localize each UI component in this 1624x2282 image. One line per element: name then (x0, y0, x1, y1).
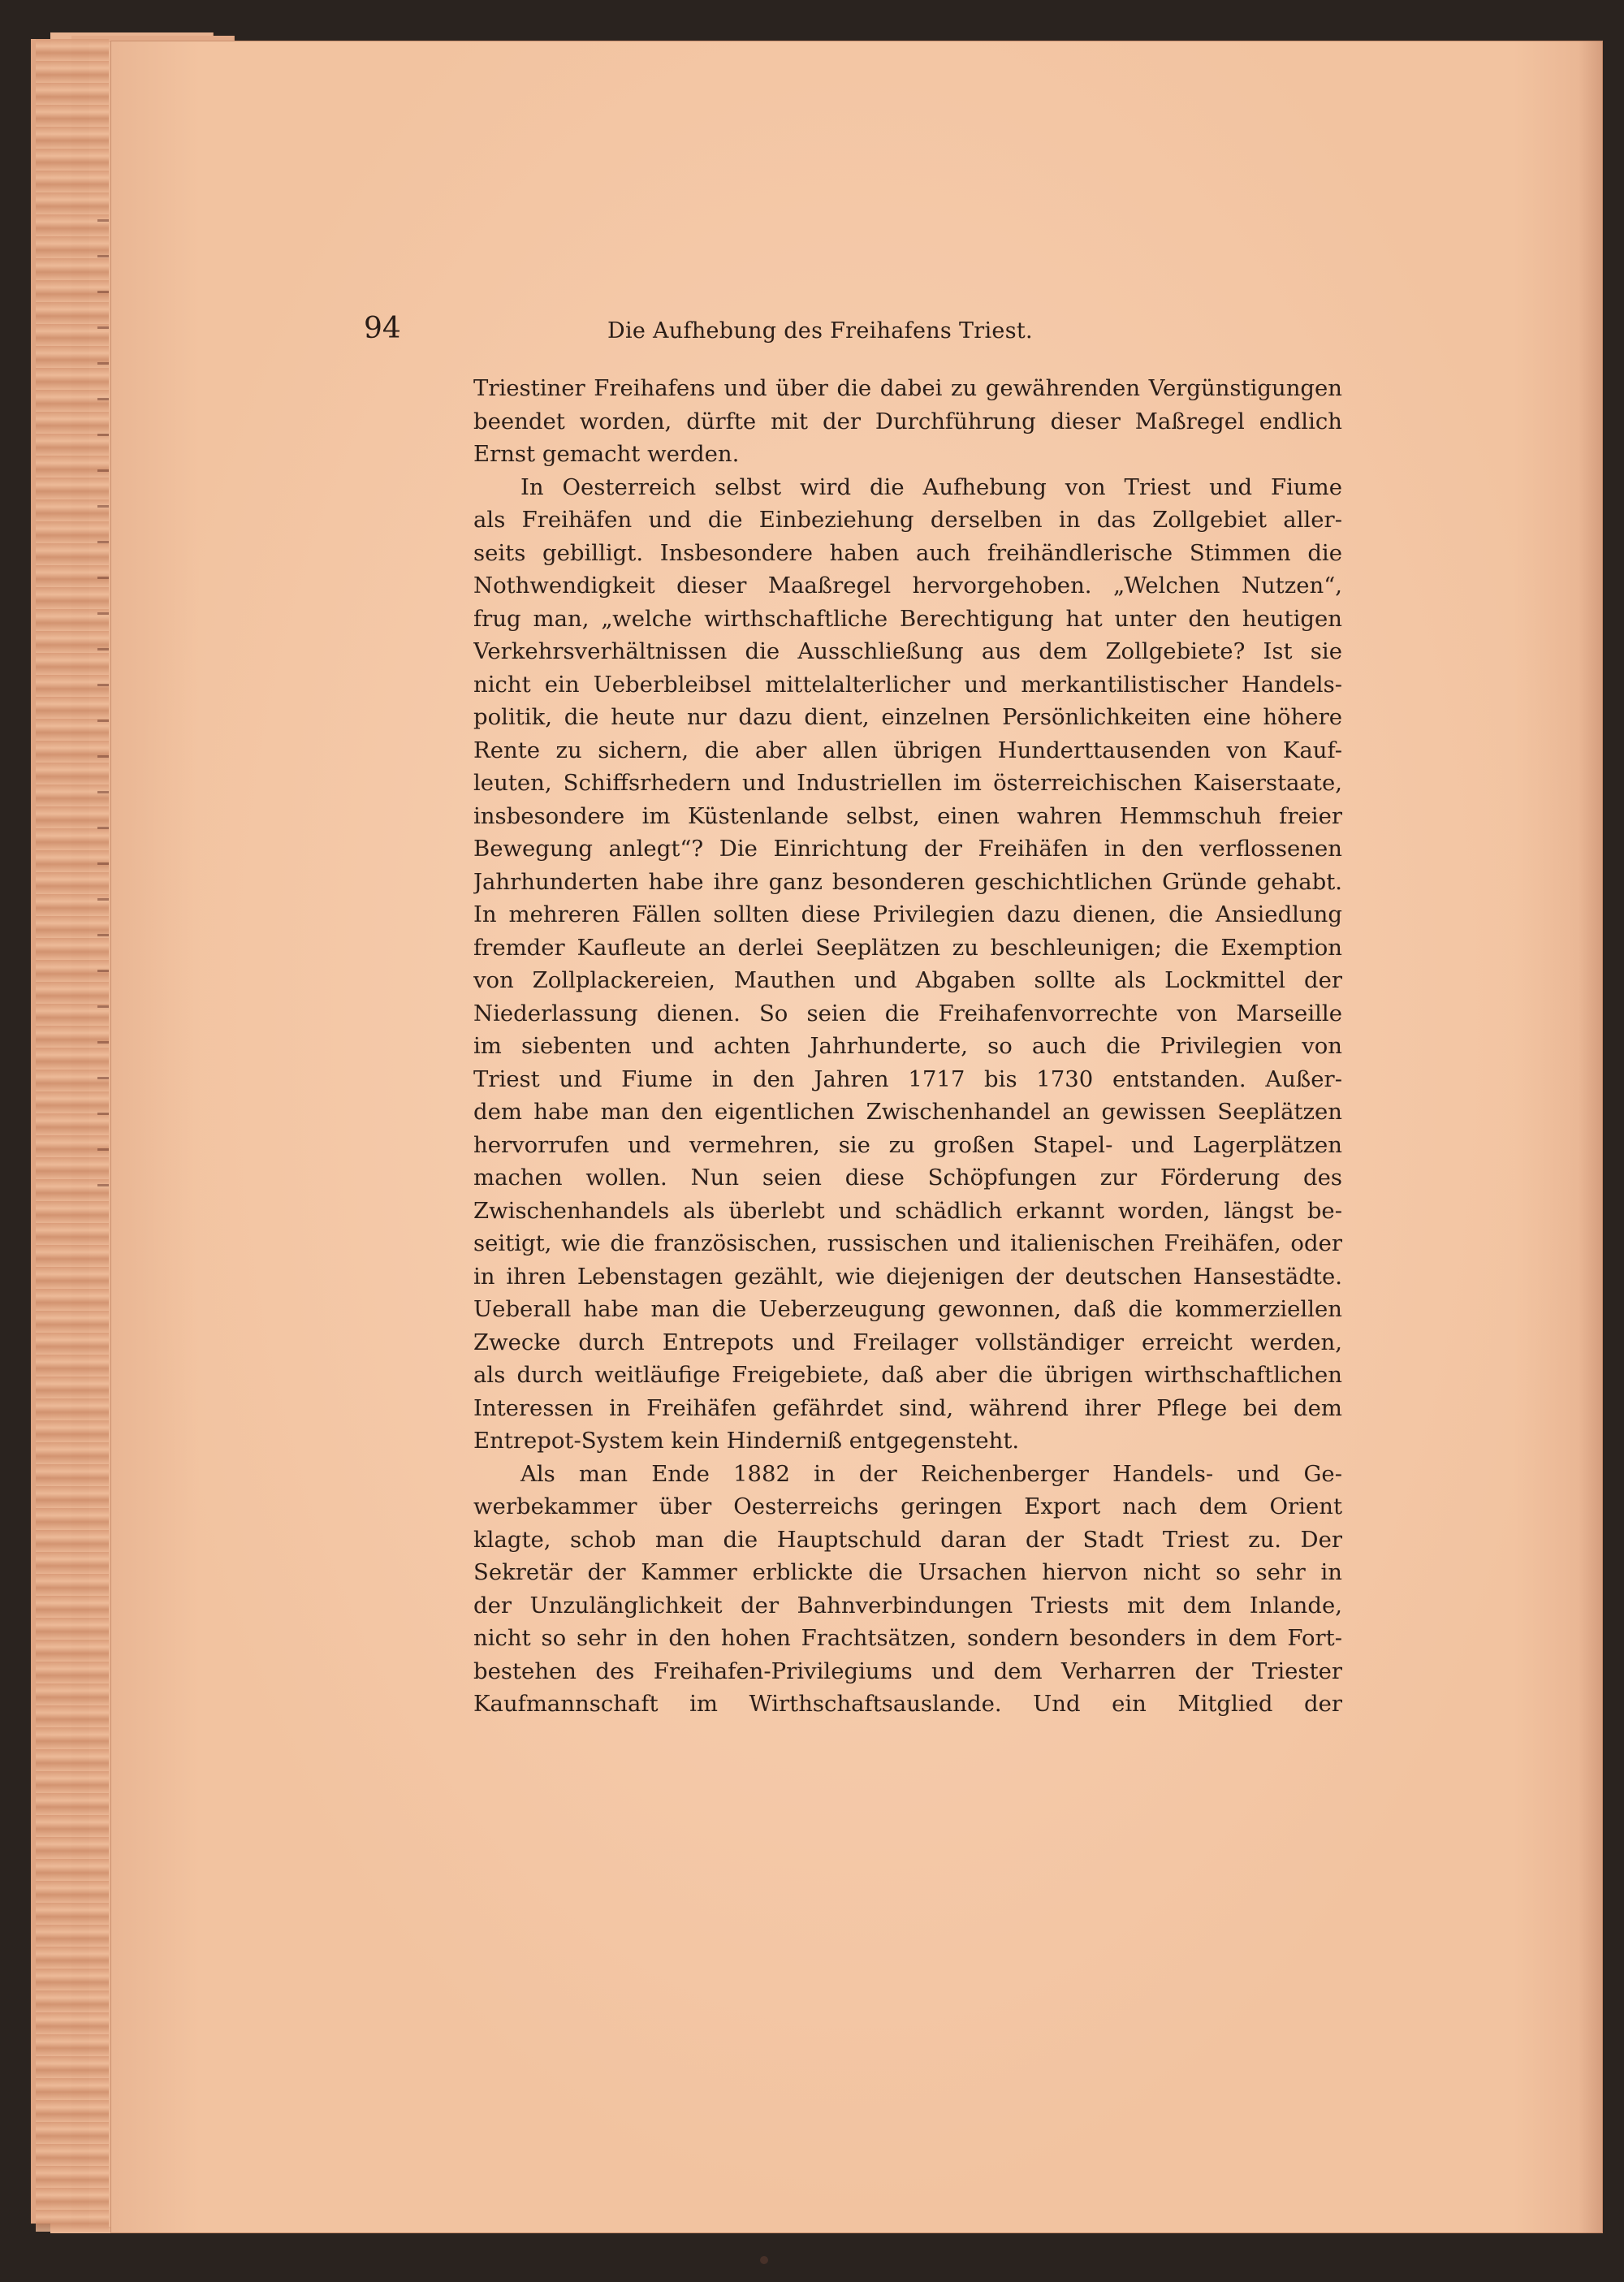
text-line: Als man Ende 1882 in der Reichenberger Handels- und Ge- (520, 1460, 1342, 1487)
text-line: von Zollplackereien, Mauthen und Abgaben sollte als Lockmittel der (473, 967, 1342, 993)
text-line: in ihren Lebenstagen gezählt, wie diejenigen der deutschen Hansestädte. (473, 1263, 1342, 1290)
text-line: Nothwendigkeit dieser Maaßregel hervorgehoben. „Welchen Nutzen“, (473, 573, 1342, 599)
text-line: als durch weitläufige Freigebiete, daß aber die übrigen wirthschaftlichen (473, 1362, 1342, 1388)
text-line: seitigt, wie die französischen, russischen und italienischen Freihäfen, oder (473, 1230, 1342, 1256)
text-line: Verkehrsverhältnissen die Ausschließung aus dem Zollgebiete? Ist sie (473, 638, 1342, 664)
text-line: nicht ein Ueberbleibsel mittelalterlicher und merkantilistischer Handels- (473, 671, 1342, 698)
text-line: hervorrufen und vermehren, sie zu großen Stapel- und Lagerplätzen (473, 1131, 1342, 1158)
page-fold-shadow (1579, 41, 1603, 2233)
text-line: leuten, Schiffsrhedern und Industriellen im österreichischen Kaiserstaate, (473, 770, 1342, 796)
text-line: seits gebilligt. Insbesondere haben auch freihändlerische Stimmen die (473, 539, 1342, 566)
page-number: 94 (364, 312, 401, 345)
text-line: Zwischenhandels als überlebt und schädlich erkannt worden, längst be- (473, 1197, 1342, 1224)
text-line: im siebenten und achten Jahrhunderte, so auch die Privilegien von (473, 1033, 1342, 1059)
text-line: Jahrhunderten habe ihre ganz besonderen geschichtlichen Gründe gehabt. (473, 868, 1342, 895)
text-line: Entrepot-System kein Hinderniß entgegensteht. (473, 1428, 1020, 1454)
text-line: nicht so sehr in den hohen Frachtsätzen, sondern besonders in dem Fort- (473, 1625, 1342, 1651)
text-line: Kaufmannschaft im Wirthschaftsauslande. Und ein Mitglied der (473, 1691, 1342, 1717)
text-line: Triestiner Freihafens und über die dabei zu gewährenden Vergünstigungen (473, 375, 1342, 401)
text-line: machen wollen. Nun seien diese Schöpfungen zur Förderung des (473, 1165, 1342, 1191)
text-line: Zwecke durch Entrepots und Freilager vollständiger erreicht werden, (473, 1329, 1342, 1355)
text-line: Rente zu sichern, die aber allen übrigen Hunderttausenden von Kauf- (473, 737, 1342, 763)
text-line: In Oesterreich selbst wird die Aufhebung von Triest und Fiume (520, 473, 1342, 500)
text-line: bestehen des Freihafen-Privilegiums und dem Verharren der Triester (473, 1657, 1342, 1684)
page-stain-marks (97, 219, 109, 1194)
text-line: als Freihäfen und die Einbeziehung derselben in das Zollgebiet aller- (473, 507, 1342, 533)
text-line: klagte, schob man die Hauptschuld daran der Stadt Triest zu. Der (473, 1526, 1342, 1553)
text-line: fremder Kaufleute an derlei Seeplätzen zu beschleunigen; die Exemption (473, 934, 1342, 961)
running-head: Die Aufhebung des Freihafens Triest. (607, 318, 1033, 344)
text-line: dem habe man den eigentlichen Zwischenhandel an gewissen Seeplätzen (473, 1099, 1342, 1125)
body-text (473, 372, 1342, 1721)
text-line: der Unzulänglichkeit der Bahnverbindungen Triests mit dem Inlande, (473, 1592, 1342, 1619)
page-speck (760, 2256, 768, 2264)
text-line: insbesondere im Küstenlande selbst, einen wahren Hemmschuh freier (473, 802, 1342, 829)
text-line: In mehreren Fällen sollten diese Privilegien dazu dienen, die Ansiedlung (473, 901, 1342, 927)
page-header (364, 313, 1119, 353)
text-line: Ernst gemacht werden. (473, 441, 740, 467)
text-line: werbekammer über Oesterreichs geringen Export nach dem Orient (473, 1493, 1342, 1519)
text-line: beendet worden, dürfte mit der Durchführung dieser Maßregel endlich (473, 408, 1342, 434)
text-line: Sekretär der Kammer erblickte die Ursachen hiervon nicht so sehr in (473, 1559, 1342, 1585)
text-line: Bewegung anlegt“? Die Einrichtung der Freihäfen in den verflossenen (473, 836, 1342, 862)
text-line: politik, die heute nur dazu dient, einzelnen Persönlichkeiten eine höhere (473, 704, 1342, 730)
text-line: Triest und Fiume in den Jahren 1717 bis 1730 entstanden. Außer- (473, 1065, 1342, 1092)
text-line: Niederlassung dienen. So seien die Freihafenvorrechte von Marseille (473, 1000, 1342, 1026)
text-line: Interessen in Freihäfen gefährdet sind, während ihrer Pflege bei dem (473, 1394, 1342, 1421)
text-line: Ueberall habe man die Ueberzeugung gewonnen, daß die kommerziellen (473, 1296, 1342, 1322)
text-line: frug man, „welche wirthschaftliche Berechtigung hat unter den heutigen (473, 605, 1342, 632)
